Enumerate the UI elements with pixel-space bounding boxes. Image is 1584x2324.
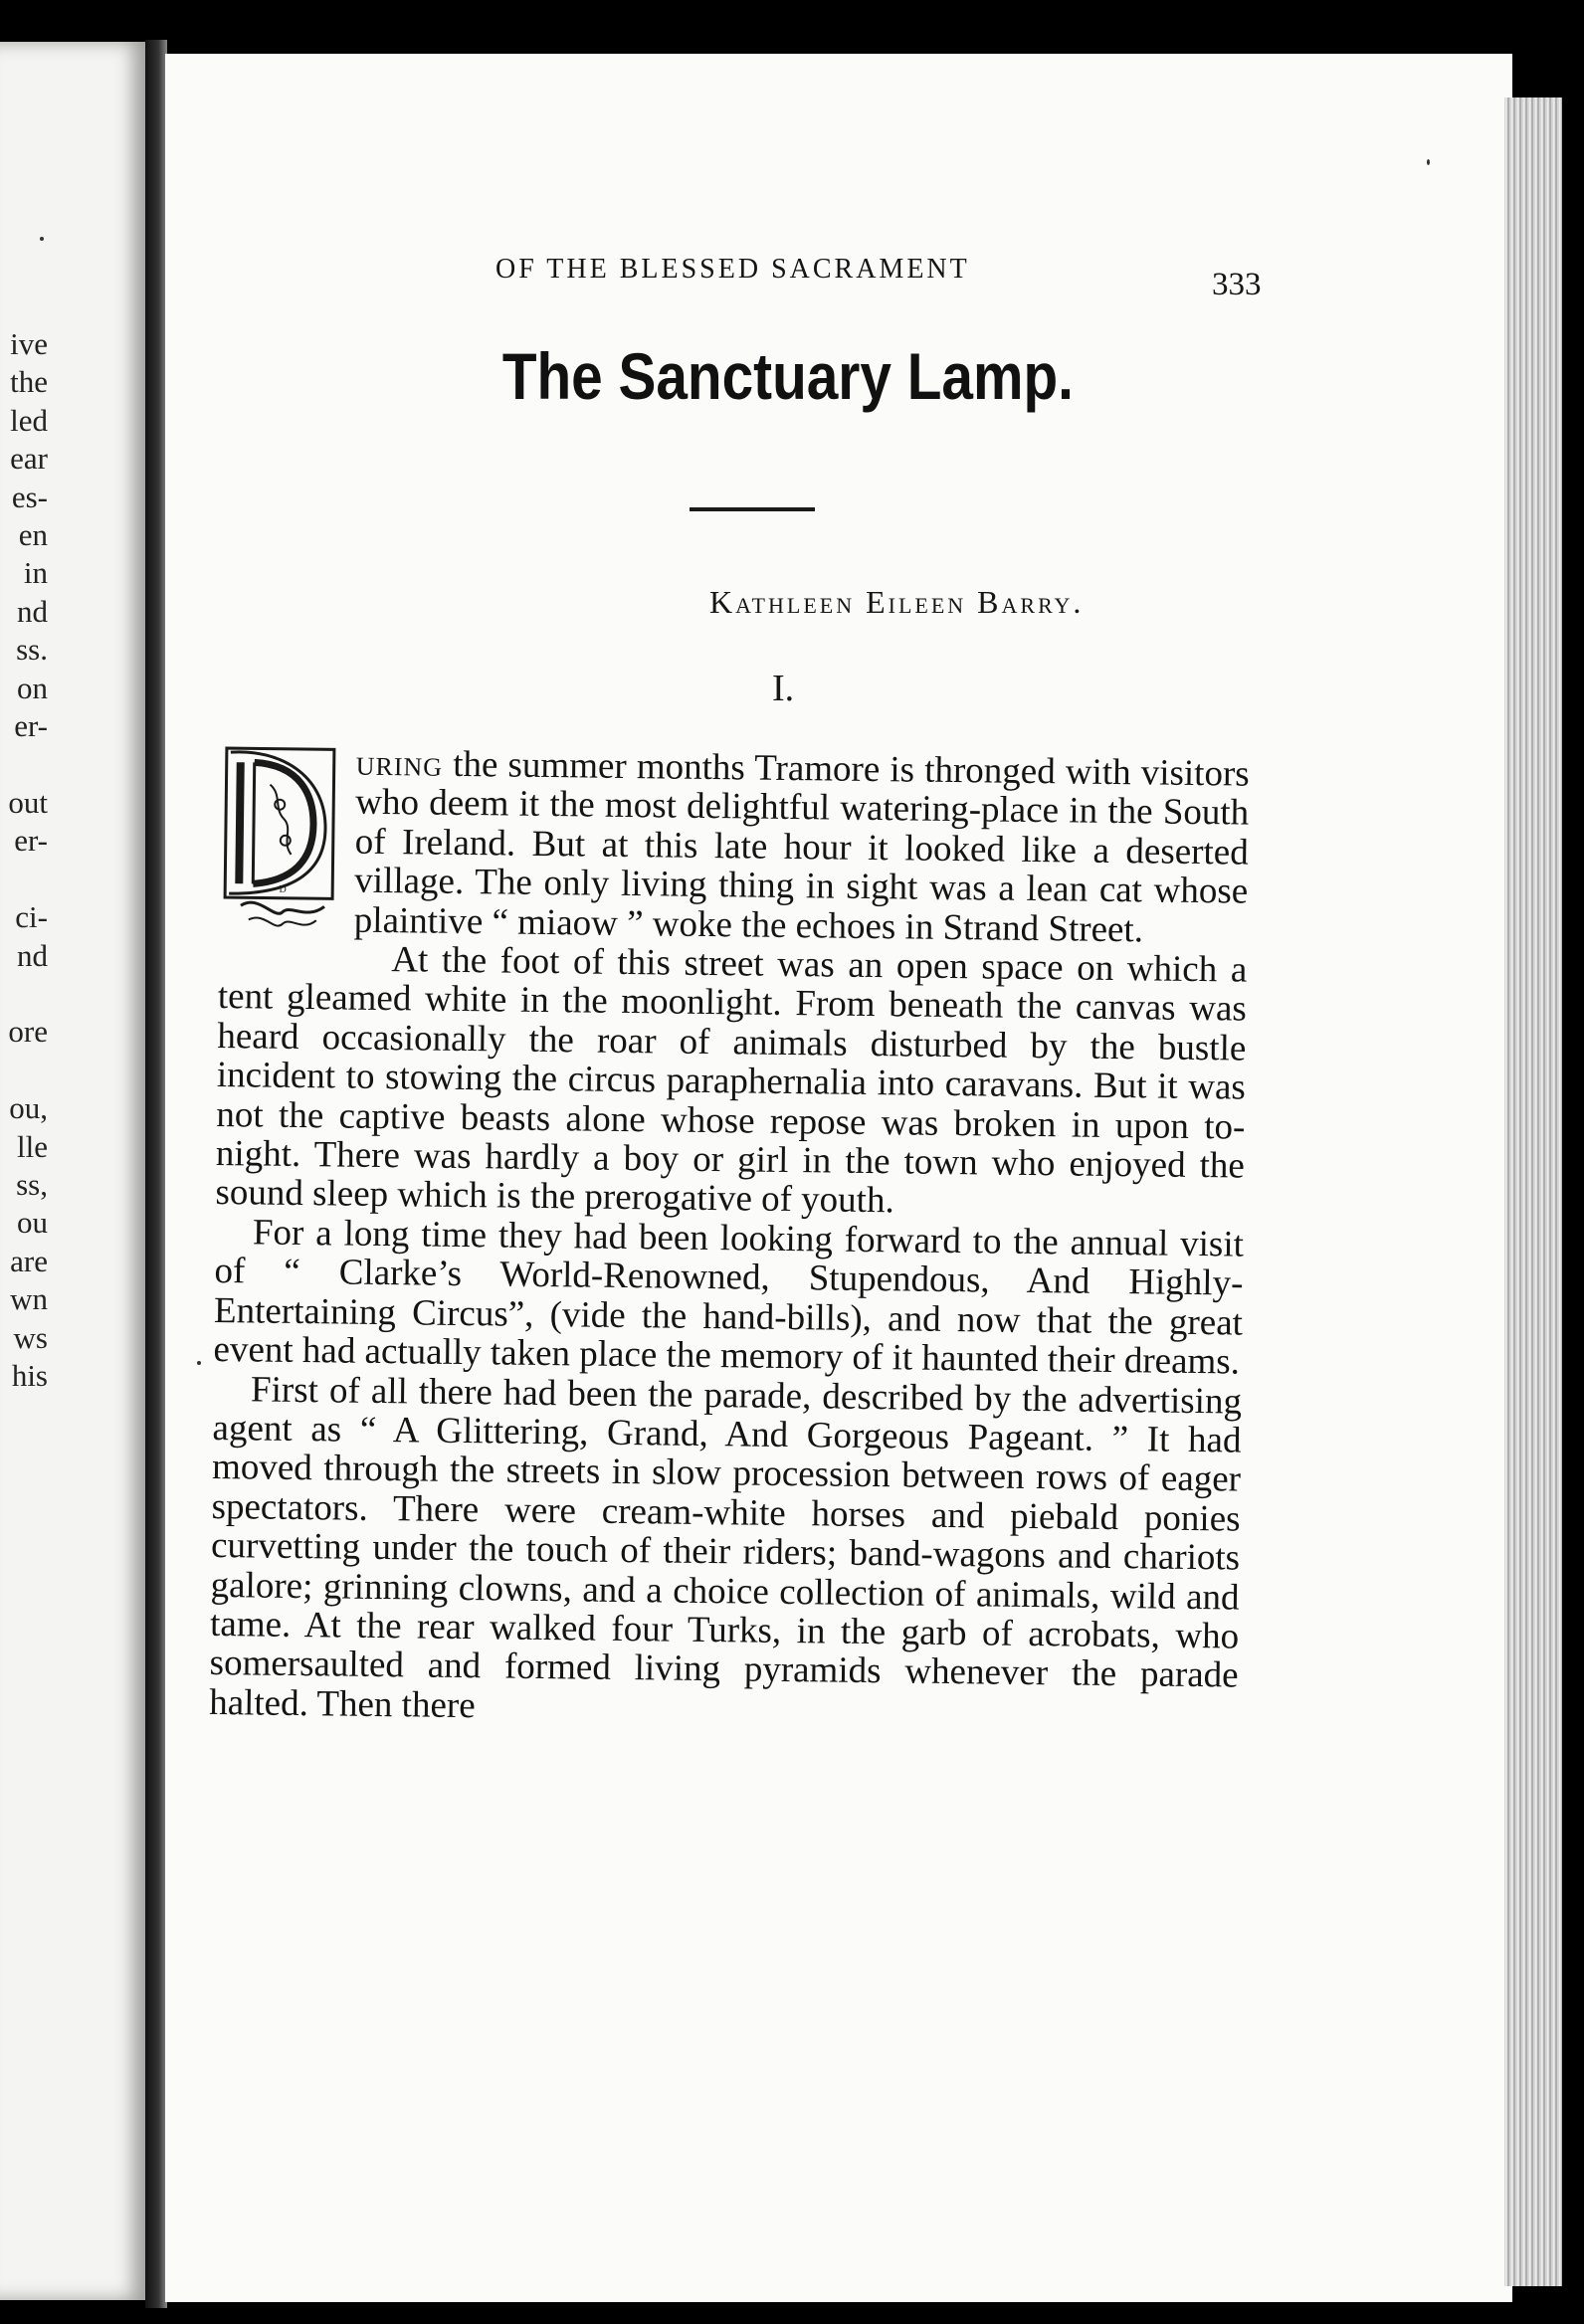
left-page-line: led	[10, 402, 48, 438]
left-page-line: nd	[17, 937, 48, 973]
left-page-line	[0, 975, 48, 1013]
left-page-line: ive	[10, 326, 48, 361]
left-page-line: ou,	[9, 1090, 48, 1126]
left-page-line: er-	[14, 823, 48, 859]
paragraph-1	[219, 742, 1250, 951]
left-page-line: ci-	[15, 899, 48, 935]
left-page-line: ss.	[16, 632, 48, 668]
left-page-line: are	[10, 1243, 48, 1278]
scan-speck	[40, 237, 44, 241]
left-page-line: es-	[11, 479, 48, 514]
left-page-line: his	[11, 1357, 48, 1393]
author-byline: Kathleen Eileen Barry.	[709, 584, 1085, 620]
left-page-line: on	[17, 670, 48, 705]
paragraph-2: At the foot of this street was an open space on which a tent gleamed white in the moonlight. From beneath the canvas was heard occasionally the roar of animals disturbed by the bustle incident to stowing the circus paraphernalia into caravans. But it was not the captive beasts alone whose repose was broken in upon to-night. There was hardly a boy or girl in the town who enjoyed the sound sleep which is the prerogative of youth.	[215, 939, 1248, 1222]
left-page-line: ou	[17, 1205, 48, 1241]
left-page-line: er-	[14, 708, 48, 744]
left-page-line: wn	[10, 1281, 48, 1317]
running-head: OF THE BLESSED SACRAMENT	[495, 254, 970, 285]
left-page-text-fragments	[0, 325, 48, 1395]
page-fore-edge	[1504, 97, 1562, 2286]
article-body	[209, 742, 1250, 1735]
page-number: 333	[1212, 267, 1262, 302]
article-title: The Sanctuary Lamp.	[501, 339, 1074, 413]
left-page-line: in	[23, 555, 48, 591]
left-page-line: en	[18, 517, 48, 553]
paragraph-4: First of all there had been the parade, described by the advertising agent as “ A Glittering, Grand, And Gorgeous Pageant. ” It had moved through the streets in slow procession between rows of eager spectators. There were cream-white horses and piebald ponies curvetting under the touch of their riders; band-wagons and chariots galore; grinning clowns, and a choice collection of animals, wild and tame. At the rear walked four Turks, in the garb of acrobats, who somersaulted and formed living pyramids whenever the parade halted. Then there	[208, 1368, 1243, 1726]
svg-text:D: D	[279, 883, 287, 895]
left-page-line: nd	[17, 593, 48, 629]
left-page-line	[0, 1052, 48, 1089]
first-word-rest: uring	[355, 742, 444, 785]
paragraph-3: For a long time they had been looking forward to the annual visit of “ Clarke’s World-Renowned, Stupendous, And Highly-Entertaining Circus”, (vide the hand-bills), and now that the great event had actually taken place the memory of it haunted their dreams.	[213, 1212, 1245, 1383]
left-page-line: ws	[13, 1319, 48, 1355]
ornamental-drop-cap-icon	[219, 744, 348, 941]
left-page-line: ore	[8, 1014, 48, 1050]
scan-speck	[1427, 159, 1430, 165]
left-page-line	[0, 861, 48, 898]
left-page-line: out	[8, 784, 48, 820]
left-page-line: ear	[10, 441, 48, 477]
left-page-line: the	[10, 364, 48, 400]
left-page-line	[0, 745, 48, 783]
left-page-line: ss,	[16, 1166, 48, 1202]
section-number: I.	[772, 668, 795, 709]
title-rule	[690, 507, 815, 511]
scan-speck	[197, 1361, 201, 1365]
left-page-line: lle	[17, 1128, 48, 1164]
paragraph-1-text: the summer months Tramore is thronged with visitors who deem it the most delightful watering-place in the South of Ireland. But at this late hour it looked like a deserted village. The only living thing in sight was a lean cat whose plaintive “ miaow ” woke the echoes in Strand Street.	[353, 743, 1250, 950]
